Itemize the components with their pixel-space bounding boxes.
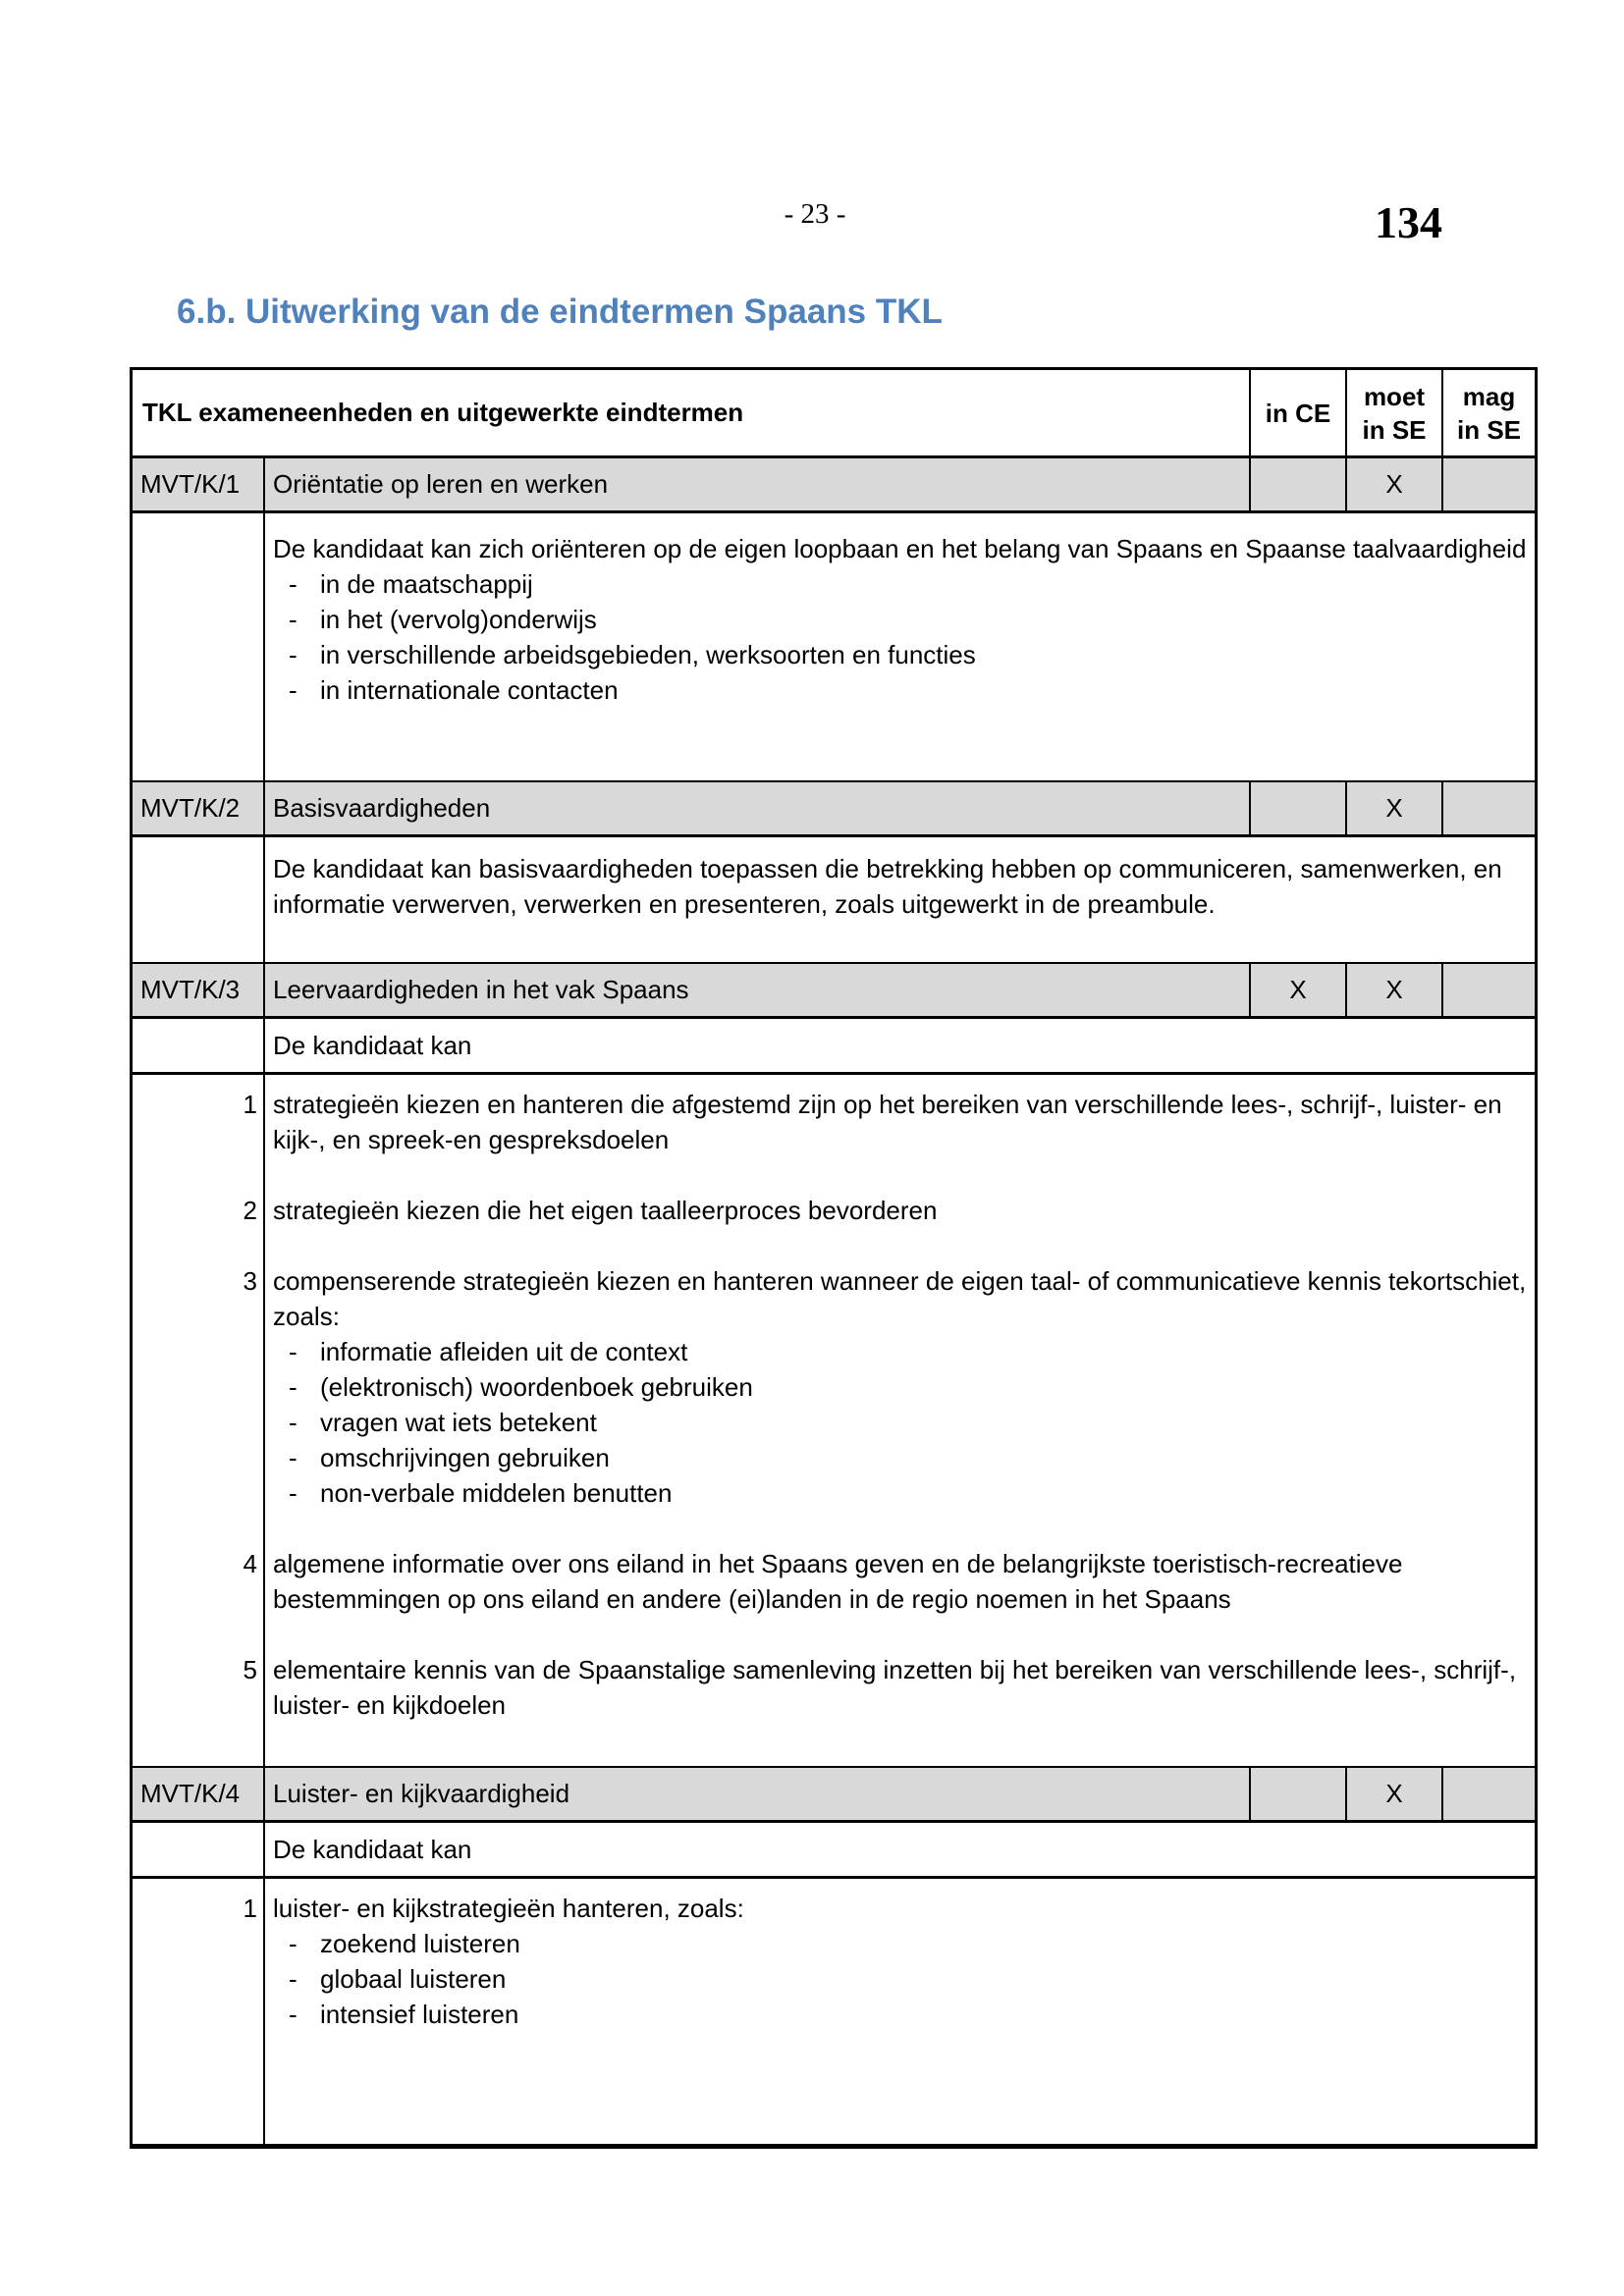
list-item <box>243 1546 1527 1617</box>
unit-row-k1 <box>130 458 1538 513</box>
table-header-row <box>130 367 1538 458</box>
in-ce-mark <box>1249 782 1345 834</box>
bullet-item: - zoekend luisteren <box>273 1926 1527 1961</box>
bullet-item: - informatie afleiden uit de context <box>273 1334 1527 1369</box>
page-number: - 23 - <box>784 198 846 230</box>
document-number: 134 <box>1375 197 1442 247</box>
eindtermen-table <box>130 367 1538 2149</box>
bullet-item: - in de maatschappij <box>273 566 1527 602</box>
unit-row-k4 <box>130 1768 1538 1823</box>
unit-title: Leervaardigheden in het vak Spaans <box>273 975 689 1004</box>
item-number: 1 <box>243 1894 257 1923</box>
mag-in-se-mark <box>1441 782 1535 834</box>
bullet-item: - in internationale contacten <box>273 672 1527 708</box>
unit-code: MVT/K/1 <box>133 458 265 510</box>
empty-cell <box>133 1019 265 1072</box>
in-ce-mark <box>1249 458 1345 510</box>
unit-items-k4 <box>130 1879 1538 2149</box>
mag-in-se-mark <box>1441 964 1535 1016</box>
description-intro: De kandidaat kan zich oriënteren op de eigen loopbaan en het belang van Spaans en Spaanse taalvaardigheid <box>273 534 1527 563</box>
bullet-item: - intensief luisteren <box>273 1997 1527 2032</box>
in-ce-mark: X <box>1249 964 1345 1016</box>
column-header-main: TKL exameneenheden en uitgewerkte eindtermen <box>142 398 744 427</box>
item-text: luister- en kijkstrategieën hanteren, zoals: <box>273 1894 744 1923</box>
item-list <box>243 1075 1535 1766</box>
bullet-item: - (elektronisch) woordenboek gebruiken <box>273 1369 1527 1405</box>
list-item <box>243 1193 1527 1228</box>
unit-items-k3 <box>130 1075 1538 1768</box>
list-item <box>243 1891 1527 2032</box>
unit-code: MVT/K/3 <box>133 964 265 1016</box>
bullet-item: - non-verbale middelen benutten <box>273 1475 1527 1511</box>
moet-in-se-mark: X <box>1345 458 1441 510</box>
item-number: 3 <box>243 1266 257 1296</box>
unit-title: Luister- en kijkvaardigheid <box>273 1779 570 1808</box>
section-title: 6.b. Uitwerking van de eindtermen Spaans TKL <box>177 293 943 331</box>
unit-description <box>265 513 1535 780</box>
item-text: strategieën kiezen en hanteren die afgestemd zijn op het bereiken van verschillende lees-, schrijf-, luister- en kijk-, en spreek-en gespreksdoelen <box>273 1090 1502 1154</box>
unit-body-k1 <box>130 513 1538 782</box>
bullet-item: - vragen wat iets betekent <box>273 1405 1527 1440</box>
unit-title: Basisvaardigheden <box>273 793 491 823</box>
column-header-mag-in-se: mag in SE <box>1441 370 1535 455</box>
unit-lead-k3 <box>130 1019 1538 1075</box>
list-item <box>243 1087 1527 1157</box>
mag-in-se-mark <box>1441 458 1535 510</box>
unit-code: MVT/K/4 <box>133 1768 265 1820</box>
empty-cell <box>133 837 265 962</box>
item-number: 2 <box>243 1196 257 1225</box>
item-text: elementaire kennis van de Spaanstalige samenleving inzetten bij het bereiken van verschillende lees-, schrijf-, luister- en kijkdoelen <box>273 1655 1517 1720</box>
mag-in-se-mark <box>1441 1768 1535 1820</box>
empty-cell <box>133 513 265 780</box>
bullet-item: - in verschillende arbeidsgebieden, werksoorten en functies <box>273 637 1527 672</box>
bullet-item: - in het (vervolg)onderwijs <box>273 602 1527 637</box>
bullet-item: - globaal luisteren <box>273 1961 1527 1997</box>
bullet-item: - omschrijvingen gebruiken <box>273 1440 1527 1475</box>
unit-body-k2 <box>130 837 1538 964</box>
moet-in-se-mark: X <box>1345 1768 1441 1820</box>
item-number: 5 <box>243 1655 257 1684</box>
item-number: 4 <box>243 1549 257 1578</box>
item-text: strategieën kiezen die het eigen taalleerproces bevorderen <box>273 1196 938 1225</box>
item-text: compenserende strategieën kiezen en hanteren wanneer de eigen taal- of communicatieve kennis tekortschiet, zoals: <box>273 1266 1527 1331</box>
unit-description: De kandidaat kan basisvaardigheden toepassen die betrekking hebben op communiceren, samenwerken, en informatie verwerven, verwerken en presenteren, zoals uitgewerkt in de preambule. <box>273 854 1502 919</box>
moet-in-se-mark: X <box>1345 782 1441 834</box>
item-text: algemene informatie over ons eiland in het Spaans geven en de belangrijkste toeristisch-recreatieve bestemmingen op ons eiland en andere (ei)landen in de regio noemen in het Spaans <box>273 1549 1403 1614</box>
in-ce-mark <box>1249 1768 1345 1820</box>
unit-row-k2 <box>130 782 1538 837</box>
empty-cell <box>133 1823 265 1876</box>
lead-text: De kandidaat kan <box>273 1835 472 1864</box>
lead-text: De kandidaat kan <box>273 1031 472 1060</box>
list-item <box>243 1652 1527 1723</box>
column-header-in-ce: in CE <box>1249 370 1345 455</box>
item-number: 1 <box>243 1090 257 1119</box>
column-header-moet-in-se: moet in SE <box>1345 370 1441 455</box>
unit-title: Oriëntatie op leren en werken <box>273 469 609 499</box>
unit-code: MVT/K/2 <box>133 782 265 834</box>
list-item <box>243 1263 1527 1511</box>
unit-row-k3 <box>130 964 1538 1019</box>
unit-lead-k4 <box>130 1823 1538 1879</box>
item-list <box>243 1879 1535 2144</box>
moet-in-se-mark: X <box>1345 964 1441 1016</box>
